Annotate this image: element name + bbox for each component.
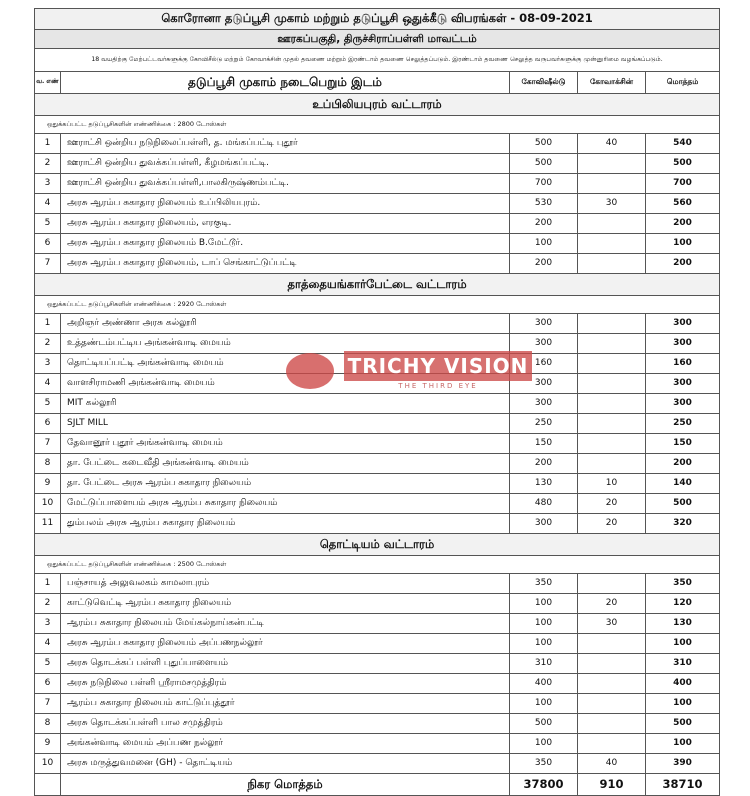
vaccination-schedule-table [34,8,720,796]
row-covaxin [578,234,646,254]
row-covaxin [578,394,646,414]
row-place: அரசு மருத்துவமனை (GH) - தொட்டியம் [61,754,510,774]
header-serial: வ. எண் [35,72,61,94]
row-place: அரசு ஆரம்ப சுகாதார நிலையம் உப்பிலியபுரம். [61,194,510,214]
row-covaxin: 30 [578,614,646,634]
row-serial: 9 [35,734,61,754]
row-serial: 10 [35,494,61,514]
row-covishield: 400 [510,674,578,694]
row-covaxin [578,174,646,194]
row-total: 150 [646,434,720,454]
row-place: அரசு நடுநிலை பள்ளி ஸ்ரீராமசமுத்திரம் [61,674,510,694]
row-serial: 2 [35,334,61,354]
block-name: தாத்தையங்கார்பேட்டை வட்டாரம் [35,274,720,296]
row-place: தா. பேட்டை கடைவீதி அங்கன்வாடி மையம் [61,454,510,474]
row-covaxin [578,454,646,474]
row-total: 310 [646,654,720,674]
grand-total-label: நிகர மொத்தம் [61,774,510,796]
table-row [35,174,720,194]
row-covaxin [578,674,646,694]
row-total: 200 [646,254,720,274]
row-place: தொட்டியப்பட்டி அங்கன்வாடி மையம் [61,354,510,374]
row-covishield: 100 [510,694,578,714]
row-covaxin: 20 [578,594,646,614]
row-covishield: 350 [510,754,578,774]
row-covishield: 310 [510,654,578,674]
row-place: காட்டுவெட்டி ஆரம்ப சுகாதார நிலையம் [61,594,510,614]
row-place: அறிஞர் அண்ணா அரசு கல்லூரி [61,314,510,334]
row-serial: 3 [35,354,61,374]
row-total: 250 [646,414,720,434]
row-covaxin [578,574,646,594]
row-serial: 9 [35,474,61,494]
row-serial: 11 [35,514,61,534]
table-row [35,394,720,414]
row-covaxin: 20 [578,514,646,534]
row-serial: 7 [35,434,61,454]
row-serial: 1 [35,134,61,154]
row-covaxin [578,434,646,454]
row-serial: 7 [35,694,61,714]
row-covishield: 100 [510,234,578,254]
row-total: 700 [646,174,720,194]
row-total: 160 [646,354,720,374]
row-total: 100 [646,634,720,654]
row-covishield: 500 [510,134,578,154]
eligibility-note: 18 வயதிற்கு மேற்பட்டவர்களுக்கு கோவிசீல்டு மற்றும் கோவாக்சின் முதல் தவணை மற்றும் இரண்டாம் தவணை செலுத்தப்படும். இரண்டாம் தவணை செலுத்த வருபவர்களுக்கு முன்னுரிமை வழங்கப்படும். [35,49,720,72]
row-total: 500 [646,714,720,734]
row-place: மேட்டுப்பாளையம் அரசு ஆரம்ப சுகாதார நிலையம் [61,494,510,514]
header-covishield: கோவிஷீல்டு [510,72,578,94]
table-row [35,434,720,454]
block-name: உப்பிலியபுரம் வட்டாரம் [35,94,720,116]
district-row [35,30,720,49]
block-dose-allocation: ஒதுக்கப்பட்ட தடுப்பூசிகளின் எண்ணிக்கை : 2500 டோஸ்கள் [35,556,720,574]
row-covaxin [578,154,646,174]
row-total: 300 [646,394,720,414]
row-covishield: 100 [510,614,578,634]
row-covishield: 300 [510,394,578,414]
row-place: பஞ்சாயத் அலுவலகம் காமலாபுரம் [61,574,510,594]
row-total: 390 [646,754,720,774]
row-serial: 3 [35,614,61,634]
row-place: அங்கன்வாடி மையம் அப்பண நல்லூர் [61,734,510,754]
block-dose-allocation: ஒதுக்கப்பட்ட தடுப்பூசிகளின் எண்ணிக்கை : 2920 டோஸ்கள் [35,296,720,314]
row-total: 560 [646,194,720,214]
row-covaxin [578,214,646,234]
watermark-brand: TRICHY VISION [347,354,529,378]
row-covishield: 300 [510,514,578,534]
header-covaxin: கோவாக்சின் [578,72,646,94]
table-row [35,674,720,694]
table-row [35,634,720,654]
block-header-row [35,94,720,116]
row-place: தா. பேட்டை அரசு ஆரம்ப சுகாதார நிலையம் [61,474,510,494]
row-covishield: 480 [510,494,578,514]
row-serial: 4 [35,374,61,394]
row-covaxin [578,634,646,654]
block-header-row [35,274,720,296]
row-place: SJLT MILL [61,414,510,434]
row-covaxin [578,374,646,394]
row-covishield: 500 [510,714,578,734]
row-covishield: 500 [510,154,578,174]
row-total: 500 [646,494,720,514]
row-serial: 2 [35,594,61,614]
grand-total-covaxin: 910 [578,774,646,796]
row-total: 100 [646,234,720,254]
table-row [35,414,720,434]
row-total: 350 [646,574,720,594]
note-row [35,49,720,72]
document-title: கொரோனா தடுப்பூசி முகாம் மற்றும் தடுப்பூசி ஒதுக்கீடு விபரங்கள் - 08-09-2021 [35,9,720,30]
row-serial: 6 [35,674,61,694]
district-title: ஊரகப்பகுதி, திருச்சிராப்பள்ளி மாவட்டம் [35,30,720,49]
table-row [35,214,720,234]
row-covishield: 130 [510,474,578,494]
row-covaxin [578,414,646,434]
grand-total-total: 38710 [646,774,720,796]
row-serial: 8 [35,714,61,734]
row-place: உத்தண்டம்பட்டிய அங்கன்வாடி மையம் [61,334,510,354]
block-name: தொட்டியம் வட்டாரம் [35,534,720,556]
row-place: ஊராட்சி ஒன்றிய துவக்கப்பள்ளி, கீழமங்கப்பட்டி. [61,154,510,174]
row-place: ஆரம்ப சுகாதார நிலையம் மேய்கல்நாய்கன்பட்டி [61,614,510,634]
table-row [35,734,720,754]
row-total: 400 [646,674,720,694]
row-covaxin [578,254,646,274]
row-place: ஆரம்ப சுகாதார நிலையம் காட்டுப்புத்தூர் [61,694,510,714]
table-row [35,474,720,494]
table-row [35,694,720,714]
row-place: வாளசிராமணி அங்கன்வாடி மையம் [61,374,510,394]
row-place: ஊராட்சி ஒன்றிய துவக்கப்பள்ளி,பாலகிருஷ்ணம்பட்டி. [61,174,510,194]
row-place: MIT கல்லூரி [61,394,510,414]
row-total: 100 [646,694,720,714]
table-row [35,234,720,254]
row-serial: 3 [35,174,61,194]
row-total: 130 [646,614,720,634]
grand-total-blank [35,774,61,796]
row-serial: 8 [35,454,61,474]
row-covaxin [578,354,646,374]
row-total: 300 [646,374,720,394]
watermark-tagline: THE THIRD EYE [398,382,478,390]
document-title-row [35,9,720,30]
row-serial: 1 [35,574,61,594]
row-covaxin [578,654,646,674]
row-covaxin: 20 [578,494,646,514]
row-serial: 6 [35,234,61,254]
table-row [35,154,720,174]
row-place: தேவானூர் புதூர் அங்கன்வாடி மையம் [61,434,510,454]
row-total: 100 [646,734,720,754]
row-covaxin: 30 [578,194,646,214]
grand-total-covishield: 37800 [510,774,578,796]
table-row [35,314,720,334]
row-covaxin [578,314,646,334]
row-total: 300 [646,314,720,334]
row-covishield: 530 [510,194,578,214]
block-dose-allocation: ஒதுக்கப்பட்ட தடுப்பூசிகளின் எண்ணிக்கை : 2800 டோஸ்கள் [35,116,720,134]
row-total: 300 [646,334,720,354]
watermark-logo-icon [286,353,334,389]
row-covishield: 350 [510,574,578,594]
row-covishield: 100 [510,734,578,754]
row-covaxin [578,334,646,354]
block-header-row [35,534,720,556]
row-covishield: 700 [510,174,578,194]
row-serial: 5 [35,654,61,674]
row-place: அரசு தொடக்கப் பள்ளி புதுப்பாளையம் [61,654,510,674]
row-place: அரசு ஆரம்ப சுகாதார நிலையம் B.மேட்டூர். [61,234,510,254]
row-serial: 7 [35,254,61,274]
row-serial: 6 [35,414,61,434]
block-doses-row [35,296,720,314]
row-covishield: 300 [510,374,578,394]
table-row [35,614,720,634]
table-row [35,574,720,594]
column-header-row [35,72,720,94]
row-covaxin: 10 [578,474,646,494]
row-place: அரசு தொடக்கப்பள்ளி பால சமுத்திரம் [61,714,510,734]
row-total: 140 [646,474,720,494]
row-serial: 1 [35,314,61,334]
row-covishield: 200 [510,254,578,274]
row-covishield: 160 [510,354,578,374]
row-serial: 2 [35,154,61,174]
row-total: 540 [646,134,720,154]
row-covaxin: 40 [578,134,646,154]
row-place: அரசு ஆரம்ப சுகாதார நிலையம் அப்பணநல்லூர் [61,634,510,654]
row-covaxin [578,694,646,714]
row-place: ஊராட்சி ஒன்றிய நடுநிலைப்பள்ளி, த. மங்கப்பட்டி புதூர் [61,134,510,154]
row-serial: 5 [35,394,61,414]
table-row [35,194,720,214]
row-covishield: 150 [510,434,578,454]
header-place: தடுப்பூசி முகாம் நடைபெறும் இடம் [61,72,510,94]
row-covishield: 250 [510,414,578,434]
block-doses-row [35,116,720,134]
table-row [35,654,720,674]
table-row [35,254,720,274]
table-row [35,514,720,534]
table-row [35,454,720,474]
row-covaxin [578,714,646,734]
row-place: அரசு ஆரம்ப சுகாதார நிலையம், எரகுடி. [61,214,510,234]
table-row [35,714,720,734]
row-place: தும்பலம் அரசு ஆரம்ப சுகாதார நிலையம் [61,514,510,534]
table-row [35,754,720,774]
row-covishield: 100 [510,594,578,614]
grand-total-row [35,774,720,796]
trichy-vision-watermark [286,349,532,393]
block-doses-row [35,556,720,574]
row-covishield: 200 [510,454,578,474]
row-serial: 4 [35,634,61,654]
row-covishield: 200 [510,214,578,234]
header-total: மொத்தம் [646,72,720,94]
row-total: 500 [646,154,720,174]
row-covishield: 100 [510,634,578,654]
row-total: 120 [646,594,720,614]
row-total: 200 [646,454,720,474]
row-serial: 10 [35,754,61,774]
row-covishield: 300 [510,334,578,354]
row-covishield: 300 [510,314,578,334]
row-covaxin [578,734,646,754]
row-total: 200 [646,214,720,234]
row-serial: 4 [35,194,61,214]
table-row [35,494,720,514]
table-row [35,594,720,614]
row-place: அரசு ஆரம்ப சுகாதார நிலையம், டாப் செங்காட்டுப்பட்டி [61,254,510,274]
table-row [35,134,720,154]
row-serial: 5 [35,214,61,234]
row-covaxin: 40 [578,754,646,774]
row-total: 320 [646,514,720,534]
